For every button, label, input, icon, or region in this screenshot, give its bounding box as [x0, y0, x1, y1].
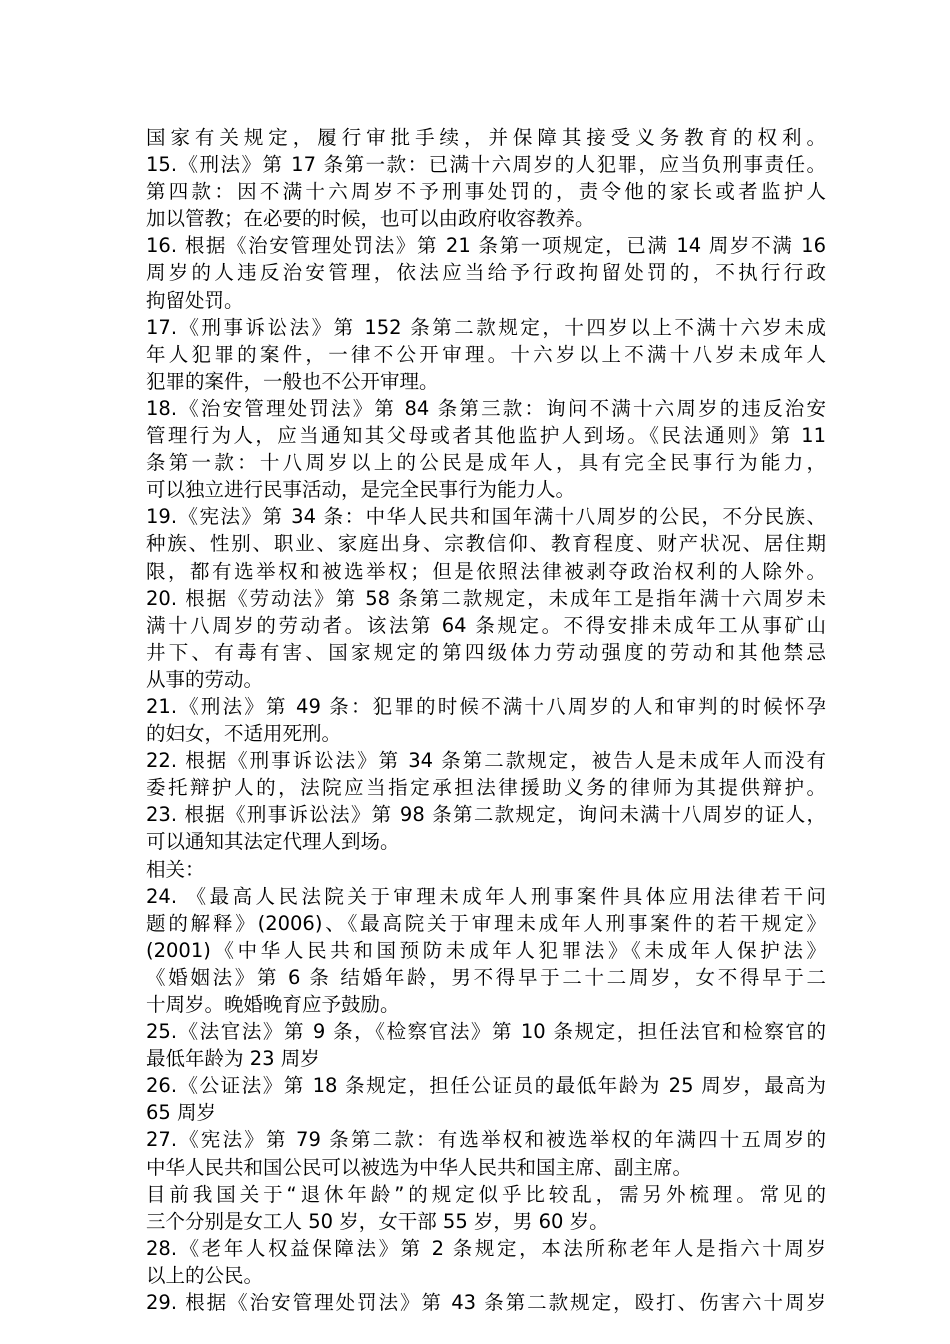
text-line: 国家有关规定，履行审批手续，并保障其接受义务教育的权利。 [146, 126, 826, 149]
text-line: 16. 根据《治安管理处罚法》第 21 条第一项规定，已满 14 周岁不满 16 [146, 234, 826, 258]
text-line: 犯罪的案件，一般也不公开审理。 [146, 369, 439, 393]
text-line: 可以通知其法定代理人到场。 [146, 830, 400, 854]
text-line: 相关： [146, 857, 205, 881]
text-line: 从事的劳动。 [146, 667, 264, 691]
text-line: 15.《刑法》第 17 条第一款：已满十六周岁的人犯罪，应当负刑事责任。 [146, 153, 826, 177]
text-line: 17.《刑事诉讼法》第 152 条第二款规定，十四岁以上不满十六岁未成 [146, 315, 826, 339]
text-line: 22. 根据《刑事诉讼法》第 34 条第二款规定，被告人是未成年人而没有 [146, 749, 826, 773]
text-line: 以上的公民。 [146, 1263, 264, 1287]
text-line: 24. 《最高人民法院关于审理未成年人刑事案件具体应用法律若干问 [146, 884, 826, 908]
text-line: 中华人民共和国公民可以被选为中华人民共和国主席、副主席。 [146, 1155, 693, 1179]
text-line: 井下、有毒有害、国家规定的第四级体力劳动强度的劳动和其他禁忌 [146, 640, 826, 664]
text-line: 拘留处罚。 [146, 288, 244, 312]
text-line: 年人犯罪的案件，一律不公开审理。十六岁以上不满十八岁未成年人 [146, 342, 826, 366]
text-line: 目前我国关于“退休年龄”的规定似乎比较乱，需另外梳理。常见的 [146, 1182, 826, 1206]
text-line: 可以独立进行民事活动，是完全民事行为能力人。 [146, 478, 576, 502]
text-line: 周岁的人违反治安管理，依法应当给予行政拘留处罚的，不执行行政 [146, 261, 826, 285]
text-line: 题的解释》(2006)、《最高院关于审理未成年人刑事案件的若干规定》 [146, 911, 826, 935]
text-line: 最低年龄为 23 周岁 [146, 1047, 320, 1071]
text-line: 20. 根据《劳动法》第 58 条第二款规定，未成年工是指年满十六周岁未 [146, 586, 826, 610]
text-line: 条第一款：十八周岁以上的公民是成年人，具有完全民事行为能力， [146, 451, 826, 475]
text-line: 28.《老年人权益保障法》第 2 条规定，本法所称老年人是指六十周岁 [146, 1236, 826, 1260]
text-line: 三个分别是女工人 50 岁，女干部 55 岁，男 60 岁。 [146, 1209, 609, 1233]
text-line: 27.《宪法》第 79 条第二款：有选举权和被选举权的年满四十五周岁的 [146, 1128, 826, 1152]
text-line: 十周岁。晚婚晚育应予鼓励。 [146, 993, 400, 1016]
text-line: 的妇女，不适用死刑。 [146, 722, 342, 746]
text-line: 19.《宪法》第 34 条：中华人民共和国年满十八周岁的公民，不分民族、 [146, 505, 826, 529]
text-line: 29. 根据《治安管理处罚法》第 43 条第二款规定，殴打、伤害六十周岁 [146, 1291, 826, 1315]
text-line: 第四款：因不满十六周岁不予刑事处罚的，责令他的家长或者监护人 [146, 180, 826, 204]
text-line: 管理行为人，应当通知其父母或者其他监护人到场。《民法通则》第 11 [146, 424, 826, 448]
text-line: 21.《刑法》第 49 条：犯罪的时候不满十八周岁的人和审判的时候怀孕 [146, 694, 826, 718]
text-line: 65 周岁 [146, 1101, 217, 1125]
document-body [146, 124, 826, 1316]
text-line: (2001)《中华人民共和国预防未成年人犯罪法》《未成年人保护法》 [146, 938, 826, 962]
text-line: 《婚姻法》第 6 条 结婚年龄，男不得早于二十二周岁，女不得早于二 [146, 965, 826, 989]
text-line: 26.《公证法》第 18 条规定，担任公证员的最低年龄为 25 周岁，最高为 [146, 1074, 826, 1098]
text-line: 加以管教；在必要的时候，也可以由政府收容教养。 [146, 207, 595, 231]
text-line: 满十八周岁的劳动者。该法第 64 条规定。不得安排未成年工从事矿山 [146, 613, 826, 637]
text-line: 种族、性别、职业、家庭出身、宗教信仰、教育程度、财产状况、居住期 [146, 532, 826, 556]
text-line: 18.《治安管理处罚法》第 84 条第三款：询问不满十六周岁的违反治安 [146, 396, 826, 420]
text-line: 23. 根据《刑事诉讼法》第 98 条第二款规定，询问未满十八周岁的证人， [146, 803, 826, 827]
text-line: 委托辩护人的，法院应当指定承担法律援助义务的律师为其提供辩护。 [146, 776, 826, 800]
text-line: 25.《法官法》第 9 条，《检察官法》第 10 条规定，担任法官和检察官的 [146, 1020, 826, 1044]
text-line: 限，都有选举权和被选举权；但是依照法律被剥夺政治权利的人除外。 [146, 559, 826, 583]
